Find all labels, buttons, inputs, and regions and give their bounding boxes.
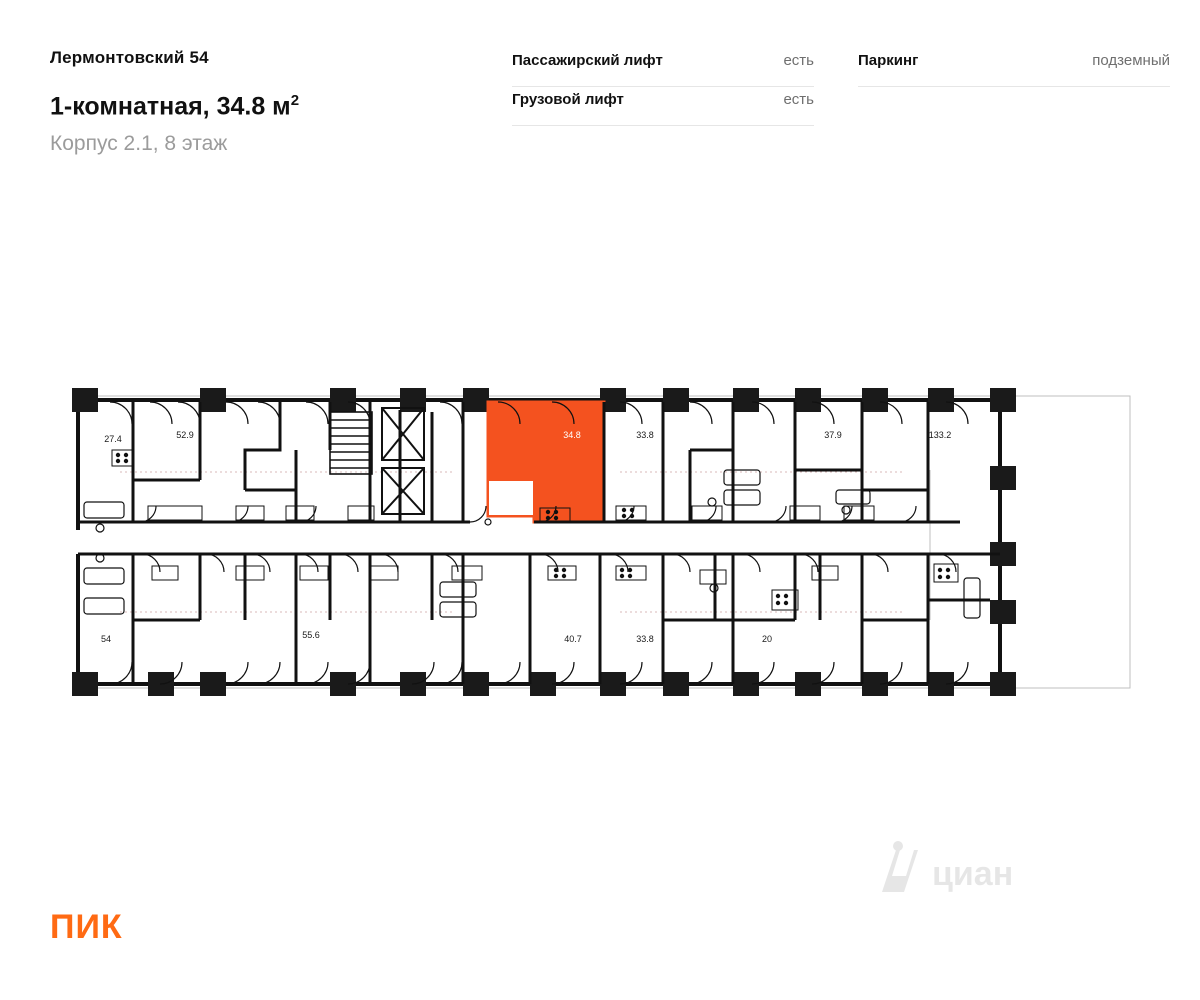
area-label: 52.9 bbox=[176, 430, 194, 440]
spec-row-parking bbox=[858, 48, 1170, 87]
area-label: 20 bbox=[761, 634, 773, 644]
spec-row-passenger-elevator bbox=[512, 48, 814, 87]
elevator-shafts bbox=[382, 408, 424, 514]
spec-column-elevators bbox=[512, 48, 814, 126]
spec-label: Грузовой лифт bbox=[512, 91, 624, 108]
staircase bbox=[330, 412, 372, 474]
building-floor-label: Корпус 2.1, 8 этаж bbox=[50, 132, 228, 156]
logo-text: ПИК bbox=[50, 908, 123, 946]
interior-walls-lower bbox=[133, 554, 990, 684]
header bbox=[0, 0, 1200, 170]
title-block bbox=[50, 48, 480, 157]
area-label: 133.2 bbox=[928, 430, 952, 440]
spec-value: есть bbox=[783, 52, 814, 69]
complex-name: Лермонтовский 54 bbox=[50, 48, 209, 67]
area-label: 27.4 bbox=[104, 434, 122, 444]
area-label: 37.9 bbox=[824, 430, 842, 440]
spec-value: есть bbox=[783, 91, 814, 108]
area-label-selected: 34.8 bbox=[563, 430, 581, 440]
floorplan-drawing[interactable] bbox=[0, 150, 1200, 850]
spec-label: Пассажирский лифт bbox=[512, 52, 663, 69]
highlighted-apartment[interactable] bbox=[488, 402, 604, 522]
page-title bbox=[50, 86, 480, 121]
area-label: 54 bbox=[100, 634, 112, 644]
area-label: 33.8 bbox=[636, 430, 654, 440]
area-label: 55.6 bbox=[302, 630, 320, 640]
area-unit-superscript: 2 bbox=[290, 92, 300, 109]
spec-value: подземный bbox=[1092, 52, 1170, 69]
floorplan-svg[interactable] bbox=[0, 150, 1200, 850]
brand-logo bbox=[50, 905, 123, 949]
flat-title-text: 1-комнатная, 34.8 м bbox=[50, 92, 291, 121]
watermark-text: циан bbox=[932, 855, 1014, 893]
area-label: 40.7 bbox=[564, 634, 582, 644]
spec-label: Паркинг bbox=[858, 52, 919, 69]
area-label: 33.8 bbox=[636, 634, 654, 644]
spec-column-parking bbox=[858, 48, 1170, 87]
spec-row-freight-elevator bbox=[512, 87, 814, 126]
